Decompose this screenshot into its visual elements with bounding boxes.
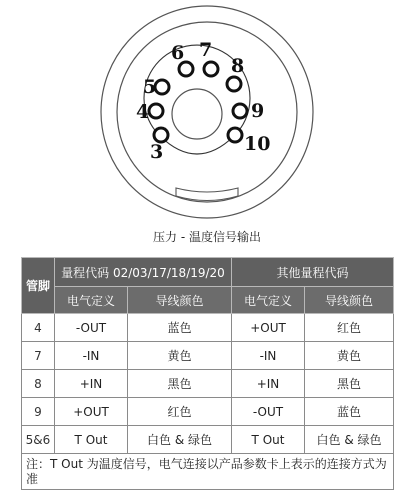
pin-6-label: 6 [171, 42, 185, 64]
pin-7-label: 7 [199, 39, 213, 61]
wire-color-a-cell: 黑色 [128, 370, 232, 398]
pin-3-label: 3 [150, 141, 164, 163]
pin-cell: 5&6 [22, 426, 55, 454]
group-b-definition-header: 电气定义 [232, 287, 305, 314]
pin-cell: 4 [22, 314, 55, 342]
group-b-header: 其他量程代码 [232, 258, 394, 287]
definition-a-cell: +OUT [55, 398, 128, 426]
definition-b-cell: +IN [232, 370, 305, 398]
wire-color-a-cell: 黄色 [128, 342, 232, 370]
pin-9-label: 9 [251, 100, 265, 122]
table-subheader-row [22, 287, 394, 314]
wire-color-b-cell: 白色 & 绿色 [305, 426, 394, 454]
wire-color-b-cell: 黄色 [305, 342, 394, 370]
definition-b-cell: T Out [232, 426, 305, 454]
group-a-wire-color-header: 导线颜色 [128, 287, 232, 314]
table-header-row [22, 258, 394, 287]
table-row [22, 370, 394, 398]
definition-b-cell: -OUT [232, 398, 305, 426]
table-note-row [22, 454, 394, 490]
table-note: 注：T Out 为温度信号，电气连接以产品参数卡上表示的连接方式为准 [22, 454, 394, 490]
pin-cell: 8 [22, 370, 55, 398]
pin-8-label: 8 [231, 55, 245, 77]
pin-10-label: 10 [244, 133, 271, 155]
table-row [22, 314, 394, 342]
pin-column-header: 管脚 [22, 258, 55, 314]
group-a-header: 量程代码 02/03/17/18/19/20 [55, 258, 232, 287]
wire-color-a-cell: 白色 & 绿色 [128, 426, 232, 454]
table-row [22, 398, 394, 426]
definition-a-cell: -IN [55, 342, 128, 370]
pin-5-label: 5 [143, 76, 157, 98]
definition-a-cell: T Out [55, 426, 128, 454]
connector-pinout-drawing [0, 0, 414, 225]
pin-cell: 7 [22, 342, 55, 370]
group-b-wire-color-header: 导线颜色 [305, 287, 394, 314]
diagram-caption: 压力 - 温度信号输出 [153, 230, 261, 244]
pinout-table [21, 257, 394, 490]
wire-color-b-cell: 蓝色 [305, 398, 394, 426]
wire-color-b-cell: 黑色 [305, 370, 394, 398]
table-row [22, 342, 394, 370]
pin-4-label: 4 [136, 101, 150, 123]
definition-a-cell: +IN [55, 370, 128, 398]
pin-5 [143, 76, 169, 98]
group-a-definition-header: 电气定义 [55, 287, 128, 314]
wire-color-b-cell: 红色 [305, 314, 394, 342]
table-row [22, 426, 394, 454]
wire-color-a-cell: 蓝色 [128, 314, 232, 342]
definition-b-cell: -IN [232, 342, 305, 370]
pin-cell: 9 [22, 398, 55, 426]
wire-color-a-cell: 红色 [128, 398, 232, 426]
connector-diagram [0, 0, 414, 225]
center-post [172, 89, 222, 139]
definition-b-cell: +OUT [232, 314, 305, 342]
definition-a-cell: -OUT [55, 314, 128, 342]
